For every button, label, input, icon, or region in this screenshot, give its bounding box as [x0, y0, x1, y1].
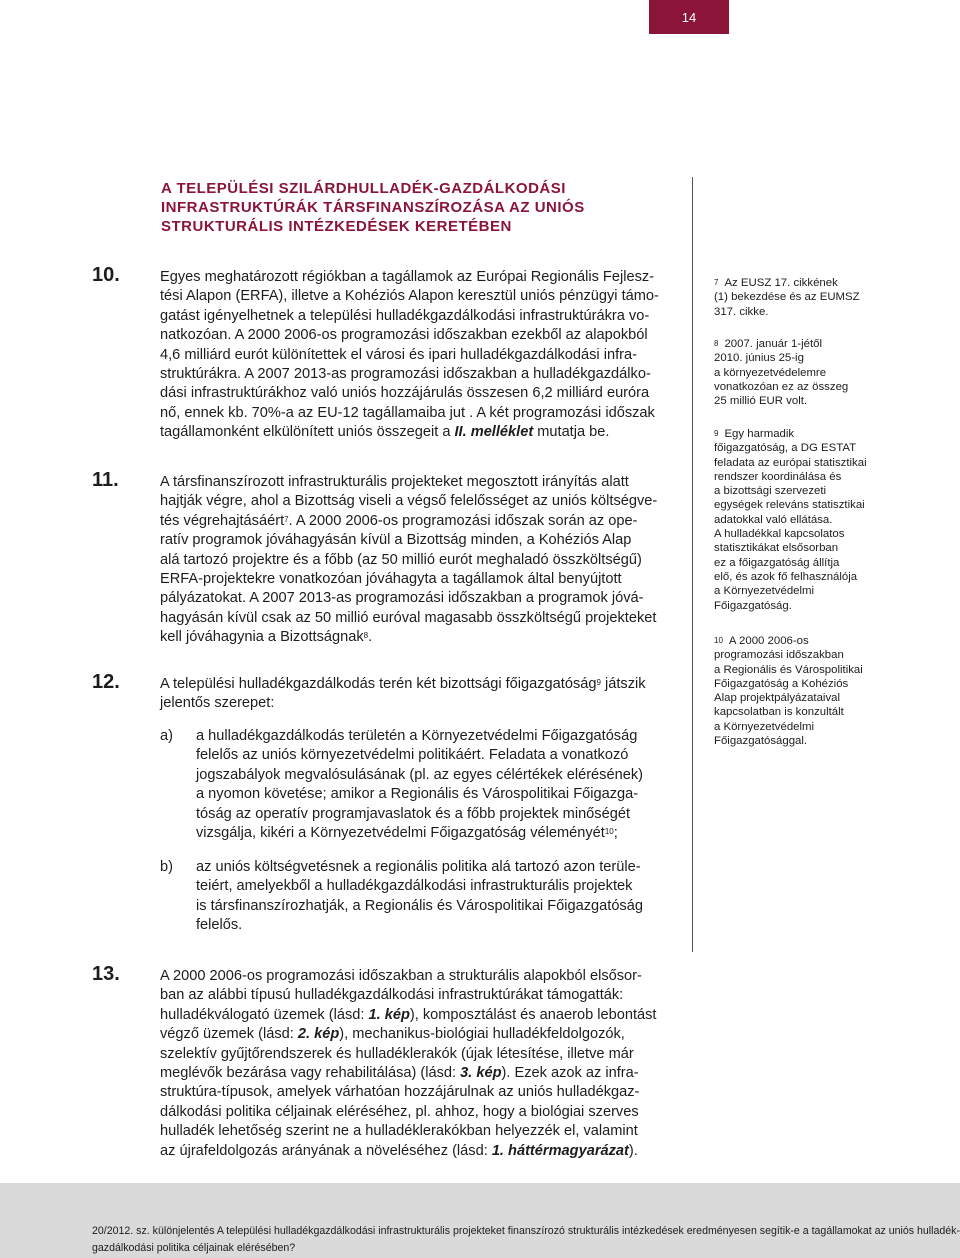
- section-title: [161, 179, 681, 236]
- footnote-line: kapcsolatban is konzultált: [714, 706, 844, 719]
- text-line: teiért, amelyekből a hulladékgazdálkodási infrastrukturális projektek: [196, 878, 633, 895]
- text-line: A társfinanszírozott infrastrukturális projekteket megosztott irányítás alatt: [160, 474, 629, 490]
- title-line: STRUKTURÁLIS INTÉZKEDÉSEK KERETÉBEN: [161, 218, 512, 235]
- text-line: dási infrastruktúrákhoz való uniós hozzájárulás összesen 6,2 milliárd euróra: [160, 385, 650, 402]
- text-run: kell jóváhagynia a Bizottságnak: [160, 629, 364, 646]
- footer-text: [92, 1223, 960, 1257]
- text-run: 2007. január 1-jétől: [724, 338, 822, 350]
- text-line: struktúra-típusok, amelyek várhatóan hozzájárulnak az uniós hulladékgaz-: [160, 1084, 640, 1101]
- text-run: ). Ezek azok az infra-: [501, 1065, 639, 1082]
- text-run: ), komposztálást és anaerob lebontást: [409, 1006, 657, 1023]
- text-line: jelentős szerepet:: [160, 695, 275, 712]
- footnote-line: elő, és azok fő felhasználója: [714, 570, 858, 583]
- text-line: az uniós költségvetésnek a regionális politika alá tartozó azon terüle-: [196, 859, 641, 875]
- text-run: . A 2000 2006-os programozási időszak során az ope-: [288, 512, 638, 529]
- footnote-number: 7: [714, 278, 719, 287]
- text-run: hulladékválogató üzemek (lásd:: [160, 1006, 369, 1023]
- text-line: ERFA-projektekre vonatkozóan jóváhagyta a tagállamok által benyújtott: [160, 571, 622, 588]
- text-run: Az EUSZ 17. cikkének: [724, 277, 838, 289]
- text-line: [160, 1064, 670, 1083]
- title-line: INFRASTRUKTÚRÁK TÁRSFINANSZÍROZÁSA AZ UNIÓS: [161, 199, 585, 216]
- footnote-8: [714, 337, 914, 408]
- footnote-line: a Regionális és Várospolitikai: [714, 663, 863, 676]
- page-number: 14: [649, 0, 729, 34]
- footnote-ref: 9: [596, 678, 601, 687]
- text-run: .: [368, 629, 373, 646]
- text-line: ratív programok jóváhagyásán kívül a Bizottság minden, a Kohéziós Alap: [160, 532, 632, 549]
- text-run: A 2000 2006-os: [728, 635, 809, 647]
- footnote-10: [714, 634, 914, 748]
- paragraph-11: [92, 469, 670, 648]
- page-footer: [0, 1183, 960, 1258]
- image-reference: 1. kép: [368, 1006, 410, 1023]
- footnote-line: [714, 427, 914, 441]
- text-line: szelektív gyűjtőrendszerek és hulladéklerakók (újak létesítése, illetve már: [160, 1045, 634, 1062]
- text-run: meglévők bezárása vagy rehabilitálása) (lásd:: [160, 1065, 461, 1082]
- paragraph-number: 12.: [92, 671, 120, 693]
- footnote-number: 9: [714, 429, 719, 438]
- text-line: tóság az operatív programjavaslatok és a főbb projektek minőségét: [196, 805, 631, 822]
- column-divider: [692, 177, 693, 952]
- footnote-ref: 10: [604, 827, 614, 837]
- text-line: [160, 675, 670, 694]
- text-run: mutatja be.: [533, 424, 610, 441]
- text-line: is társfinanszírozhatják, a Regionális és Várospolitikai Főigazgatóság: [196, 897, 643, 914]
- footnote-ref: 7: [284, 514, 289, 524]
- text-line: hagyásán kívül csak az 50 millió euróval magasabb összköltségű projekteket: [160, 609, 657, 626]
- footnote-line: Alap projektpályázataival: [714, 692, 841, 705]
- footnote-line: a Környezetvédelmi: [714, 720, 815, 733]
- text-line: gatást igényelhetnek a települési hulladékgazdálkodási infrastruktúrákra vo-: [160, 307, 650, 324]
- text-run: Egy harmadik: [724, 428, 795, 440]
- text-line: struktúrákra. A 2007 2013-as programozási időszakban a hulladékgazdálko-: [160, 366, 651, 383]
- footnote-line: vonatkozóan ez az összeg: [714, 380, 849, 393]
- image-reference: 2. kép: [297, 1026, 340, 1043]
- text-line: [160, 628, 670, 647]
- footnote-line: statisztikákat elsősorban: [714, 542, 839, 555]
- text-run: az újrafeldolgozás arányának a növeléséhez (lásd:: [160, 1142, 492, 1159]
- footnote-line: Főigazgatósággal.: [714, 735, 808, 748]
- footnote-line: 317. cikke.: [714, 305, 769, 318]
- text-run: játszik: [600, 676, 646, 692]
- paragraph-number: 13.: [92, 963, 120, 985]
- text-line: [160, 1006, 670, 1025]
- text-line: 4,6 milliárd eurót különítettek el városi és ipari hulladékgazdálkodási infra-: [160, 346, 637, 363]
- footer-line: 20/2012. sz. különjelentés A települési hulladékgazdálkodási infrastrukturális projekteket finanszírozó strukturális intézkedések eredményesen segítik-e a tagállamokat az uniós hulladék-: [92, 1225, 960, 1237]
- text-line: hulladék lehetőség szerint ne a hulladéklerakókban helyezzék el, valamint: [160, 1123, 638, 1140]
- text-line: A 2000 2006-os programozási időszakban a strukturális alapokból elsősor-: [160, 968, 642, 984]
- footnote-line: [714, 337, 914, 351]
- text-line: jogszabályok megvalósulásának (pl. az egyes célértékek elérésének): [196, 766, 643, 783]
- footnote-7: [714, 276, 914, 319]
- footnote-line: egységek releváns statisztikai: [714, 499, 865, 512]
- text-run: vizsgálja, kikéri a Környezetvédelmi Főigazgatóság véleményét: [196, 825, 605, 842]
- footnote-line: a bizottsági szervezeti: [714, 485, 827, 498]
- footnote-line: (1) bekezdése és az EUMSZ: [714, 291, 860, 304]
- footnote-line: [714, 276, 914, 290]
- footnote-line: programozási időszakban: [714, 649, 844, 662]
- footnote-line: a Környezetvédelmi: [714, 585, 815, 598]
- footnote-line: feladata az európai statisztikai: [714, 456, 867, 469]
- footnote-number: 8: [714, 339, 719, 348]
- paragraph-13: [92, 963, 670, 1161]
- text-line: a hulladékgazdálkodás területén a Környezetvédelmi Főigazgatóság: [196, 728, 638, 744]
- text-line: tési Alapon (ERFA), illetve a Kohéziós Alapon keresztül uniós pénzügyi támo-: [160, 288, 659, 305]
- title-line: A TELEPÜLÉSI SZILÁRDHULLADÉK-GAZDÁLKODÁSI: [161, 180, 566, 197]
- text-line: pályázatokat. A 2007 2013-as programozási időszakban a programok jóvá-: [160, 590, 644, 607]
- text-line: dálkodási politika céljainak eléréséhez, pl. ahhoz, hogy a biológiai szerves: [160, 1103, 639, 1120]
- text-line: natkozóan. A 2000 2006-os programozási időszakban ezekből az alapokból: [160, 327, 648, 344]
- footnote-line: 25 millió EUR volt.: [714, 395, 808, 408]
- text-line: alá tartozó projektre és a főbb (az 50 millió eurót meghaladó összköltségű): [160, 551, 642, 568]
- footnote-line: 2010. június 25-ig: [714, 352, 804, 365]
- footnote-line: A hulladékkal kapcsolatos: [714, 528, 845, 541]
- footnote-line: Főigazgatóság.: [714, 599, 792, 612]
- text-run: ;: [613, 825, 618, 842]
- text-run: tagállamonként elkülönített uniós összegeit a: [160, 424, 455, 441]
- text-line: [160, 1025, 670, 1044]
- footnote-line: főigazgatóság, a DG ESTAT: [714, 442, 857, 455]
- footnote-number: 10: [714, 636, 723, 645]
- text-line: nő, ennek kb. 70%-a az EU-12 tagállamaiba jut . A két programozási időszak: [160, 404, 655, 421]
- footnote-line: rendszer koordinálása és: [714, 470, 842, 483]
- text-line: felelős.: [196, 917, 243, 934]
- text-line: [160, 423, 670, 442]
- footer-line: gazdálkodási politika céljainak elérésében?: [92, 1242, 296, 1254]
- text-line: [196, 824, 676, 843]
- annex-reference: II. melléklet: [454, 424, 534, 441]
- footnote-ref: 8: [363, 631, 369, 641]
- paragraph-12: [92, 671, 670, 714]
- text-run: végző üzemek (lásd:: [160, 1026, 298, 1043]
- list-label: b): [160, 859, 173, 875]
- box-reference: 1. háttérmagyarázat: [491, 1142, 629, 1159]
- paragraph-number: 11.: [92, 469, 119, 491]
- text-run: tés végrehajtásáért: [160, 512, 285, 529]
- text-line: a nyomon követése; amikor a Regionális és Várospolitikai Főigazga-: [196, 786, 639, 803]
- footnote-9: [714, 427, 914, 613]
- text-run: ).: [628, 1142, 638, 1159]
- footnote-line: [714, 634, 914, 648]
- image-reference: 3. kép: [460, 1065, 502, 1082]
- text-line: Egyes meghatározott régiókban a tagállamok az Európai Regionális Fejlesz-: [160, 269, 655, 285]
- text-run: A települési hulladékgazdálkodás terén két bizottsági főigazgatóság: [160, 676, 597, 692]
- text-run: ), mechanikus-biológiai hulladékfeldolgozók,: [339, 1026, 625, 1043]
- paragraph-10: [92, 264, 670, 443]
- text-line: hajtják végre, ahol a Bizottság viseli a végső felelősséget az uniós költségve-: [160, 493, 658, 510]
- text-line: felelős az uniós környezetvédelmi politikáért. Feladata a vonatkozó: [196, 747, 629, 764]
- text-line: ban az alábbi típusú hulladékgazdálkodási infrastruktúrákat támogatták:: [160, 987, 624, 1004]
- footnote-line: adatokkal való ellátása.: [714, 513, 833, 526]
- footnote-line: a környezetvédelemre: [714, 366, 827, 379]
- text-line: [160, 512, 670, 531]
- footnote-line: ez a főigazgatóság állítja: [714, 556, 840, 569]
- text-line: [160, 1142, 670, 1161]
- paragraph-number: 10.: [92, 264, 120, 286]
- list-label: a): [160, 728, 173, 744]
- footnote-line: Főigazgatóság a Kohéziós: [714, 677, 849, 690]
